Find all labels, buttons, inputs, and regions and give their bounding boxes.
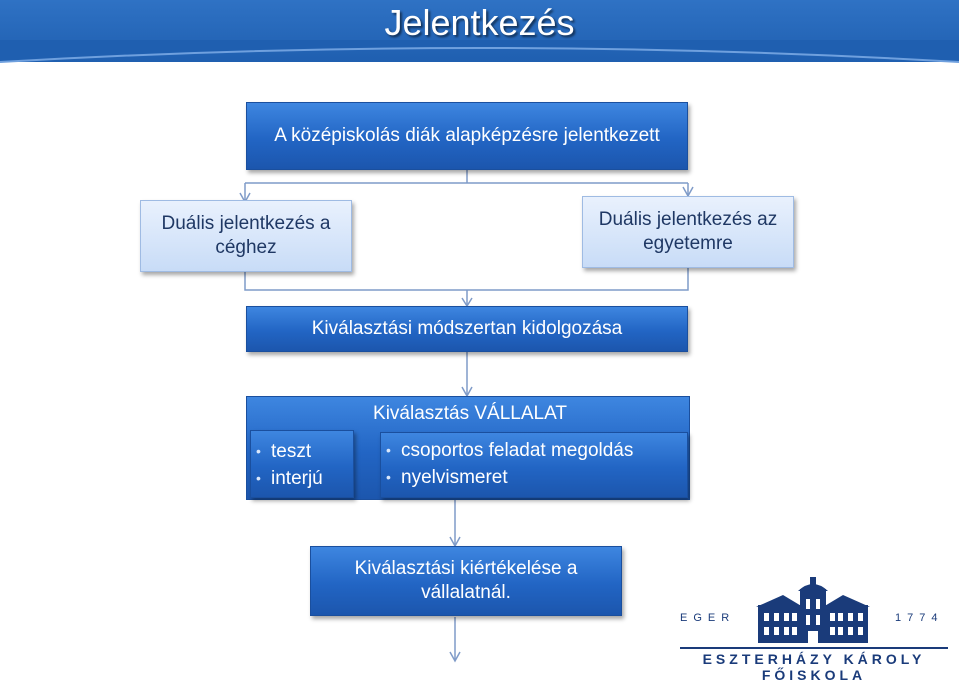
college-logo (680, 575, 948, 683)
list-item: • nyelvismeret (381, 464, 687, 491)
method-list-box (250, 430, 354, 498)
university-box-label: Duális jelentkezés az egyetemre (598, 209, 778, 254)
start-box-label: A középiskolás diák alapképzésre jelentkezett (274, 125, 660, 146)
logo-name: ESZTERHÁZY KÁROLY FŐISKOLA (680, 647, 948, 683)
method-box-label: Kiválasztási módszertan kidolgozása (311, 318, 623, 339)
selection-title: Kiválasztás VÁLLALAT (373, 403, 567, 424)
company-box (140, 200, 352, 272)
list-item: • interjú (251, 465, 353, 492)
logo-city: EGER (680, 612, 736, 624)
selection-list (381, 437, 687, 491)
evaluation-box-label: Kiválasztási kiértékelése a vállalatnál. (354, 558, 578, 603)
list-item: • teszt (251, 438, 353, 465)
company-box-label: Duális jelentkezés a céghez (161, 213, 331, 258)
list-item: • csoportos feladat megoldás (381, 437, 687, 464)
selection-list-box (380, 432, 688, 498)
method-box (246, 306, 688, 352)
method-list (251, 438, 353, 492)
logo-year: 1774 (895, 612, 944, 624)
page-title: Jelentkezés (384, 2, 575, 43)
start-box (246, 102, 688, 170)
college-building-icon (748, 575, 878, 645)
evaluation-box (310, 546, 622, 616)
university-box (582, 196, 794, 268)
